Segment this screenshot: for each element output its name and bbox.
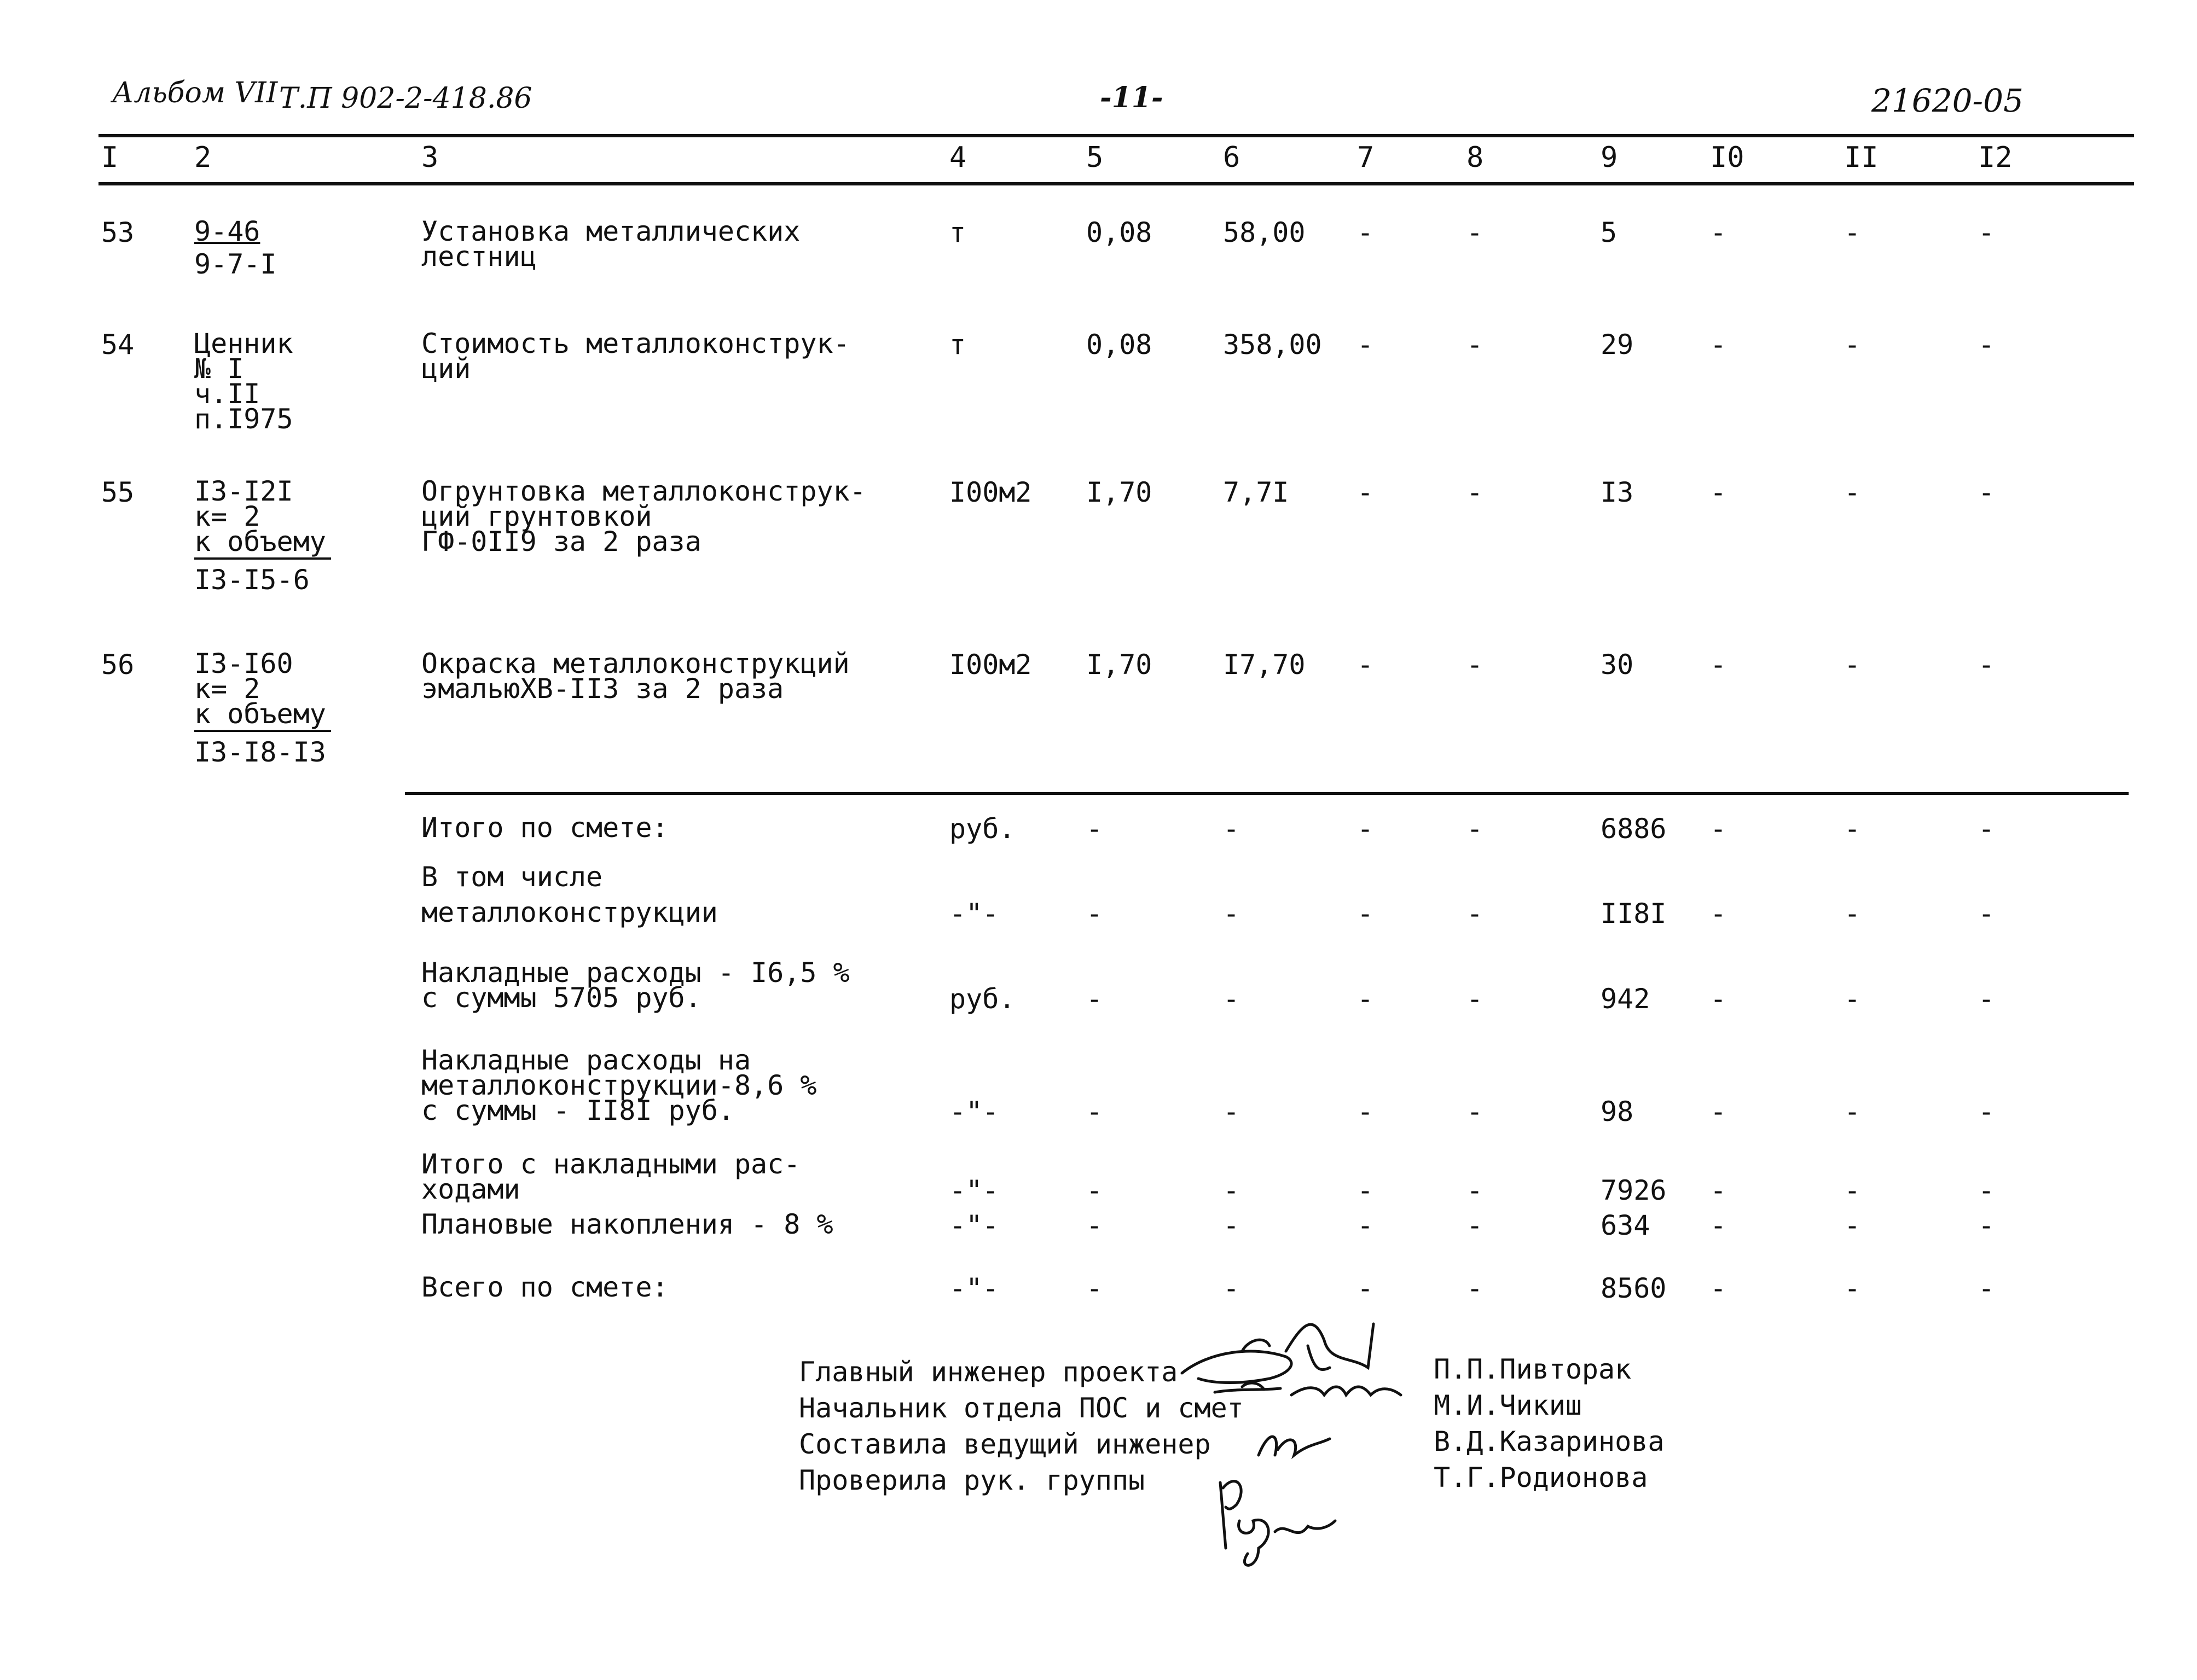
cell-col8: - xyxy=(1466,329,1483,361)
quantity: 0,08 xyxy=(1086,329,1152,361)
unit-price: 58,00 xyxy=(1223,217,1306,248)
column-header-9: 9 xyxy=(1601,141,1618,174)
column-header-4: 4 xyxy=(949,141,967,174)
totals-amount: 634 xyxy=(1601,1210,1650,1241)
rate-code-line: к= 2 xyxy=(194,501,260,532)
total-cost: 5 xyxy=(1601,217,1618,248)
totals-cell-c12: - xyxy=(1978,1175,1995,1206)
signature-name: Т.Г.Родионова xyxy=(1434,1462,1648,1493)
totals-cell-c8: - xyxy=(1466,898,1483,929)
totals-cell-c6: - xyxy=(1223,983,1240,1015)
unit-price: 7,7I xyxy=(1223,476,1289,508)
totals-cell-unit: руб. xyxy=(949,983,1016,1015)
rate-code-line: к= 2 xyxy=(194,673,260,705)
rate-code-line: к объему xyxy=(194,526,326,557)
totals-cell-c11: - xyxy=(1844,1175,1861,1206)
totals-amount: 7926 xyxy=(1601,1175,1667,1206)
rate-code-line: № I xyxy=(194,353,244,385)
totals-cell-c11: - xyxy=(1844,813,1861,845)
cell-col12: - xyxy=(1978,217,1995,248)
cell-col7: - xyxy=(1357,649,1374,681)
totals-cell-c7: - xyxy=(1357,1272,1374,1304)
total-cost: I3 xyxy=(1601,476,1634,508)
row-number: 55 xyxy=(101,476,135,508)
cell-col8: - xyxy=(1466,217,1483,248)
totals-cell-unit: -"- xyxy=(949,898,999,929)
cell-col8: - xyxy=(1466,476,1483,508)
column-header-12: I2 xyxy=(1978,141,2013,174)
item-description: Установка металлических лестниц xyxy=(421,216,801,272)
totals-cell-c6: - xyxy=(1223,1096,1240,1127)
unit-of-measure: т xyxy=(949,329,966,361)
totals-cell-c10: - xyxy=(1710,1096,1727,1127)
totals-amount: II8I xyxy=(1601,898,1667,929)
totals-label: Всего по смете: xyxy=(421,1271,669,1303)
totals-cell-c10: - xyxy=(1710,983,1727,1015)
totals-cell-c5: - xyxy=(1086,1210,1103,1241)
signature-role: Начальник отдела ПОС и смет xyxy=(799,1392,1244,1424)
row-number: 54 xyxy=(101,329,135,361)
totals-cell-unit: -"- xyxy=(949,1210,999,1241)
signature-name: М.И.Чикиш xyxy=(1434,1390,1582,1421)
header-bottom-rule xyxy=(98,182,2134,185)
totals-cell-c12: - xyxy=(1978,983,1995,1015)
cell-col7: - xyxy=(1357,329,1374,361)
quantity: I,70 xyxy=(1086,649,1152,681)
quantity: I,70 xyxy=(1086,476,1152,508)
totals-cell-c12: - xyxy=(1978,1272,1995,1304)
rate-code-line: I3-I5-6 xyxy=(194,564,310,596)
rate-code-line: к объему xyxy=(194,698,326,730)
totals-cell-c6: - xyxy=(1223,1210,1240,1241)
totals-cell-c12: - xyxy=(1978,813,1995,845)
totals-cell-c5: - xyxy=(1086,898,1103,929)
column-header-2: 2 xyxy=(194,141,212,174)
item-description: Окраска металлоконструкций эмальюХВ-II3 за 2 раза xyxy=(421,648,850,705)
project-code: Т.П 902-2-418.86 xyxy=(279,82,532,115)
totals-cell-c10: - xyxy=(1710,813,1727,845)
totals-cell-c8: - xyxy=(1466,983,1483,1015)
item-description: Стоимость металлоконструк- ций xyxy=(421,328,850,385)
column-header-6: 6 xyxy=(1223,141,1240,174)
totals-cell-unit: -"- xyxy=(949,1096,999,1127)
document-number: 21620-05 xyxy=(1871,82,2024,119)
quantity: 0,08 xyxy=(1086,217,1152,248)
totals-label: Итого с накладными рас- ходами xyxy=(421,1148,801,1205)
totals-cell-c10: - xyxy=(1710,1272,1727,1304)
cell-col7: - xyxy=(1357,217,1374,248)
totals-cell-c7: - xyxy=(1357,813,1374,845)
cell-col12: - xyxy=(1978,329,1995,361)
column-header-7: 7 xyxy=(1357,141,1375,174)
column-header-10: I0 xyxy=(1710,141,1744,174)
cell-col12: - xyxy=(1978,649,1995,681)
totals-cell-c12: - xyxy=(1978,1210,1995,1241)
rate-code-line: 9-46 xyxy=(194,216,260,247)
totals-amount: 6886 xyxy=(1601,813,1667,845)
totals-cell-c8: - xyxy=(1466,1096,1483,1127)
row-number: 56 xyxy=(101,649,135,681)
totals-cell-c11: - xyxy=(1844,1096,1861,1127)
totals-amount: 98 xyxy=(1601,1096,1634,1127)
cell-col11: - xyxy=(1844,649,1861,681)
cell-col10: - xyxy=(1710,476,1727,508)
totals-cell-c6: - xyxy=(1223,898,1240,929)
totals-cell-c5: - xyxy=(1086,813,1103,845)
totals-label: В том числе xyxy=(421,861,603,893)
unit-price: 358,00 xyxy=(1223,329,1322,361)
totals-cell-c10: - xyxy=(1710,1175,1727,1206)
totals-cell-c8: - xyxy=(1466,1210,1483,1241)
totals-cell-c6: - xyxy=(1223,1175,1240,1206)
album-label: Альбом VII xyxy=(112,77,278,109)
totals-cell-c11: - xyxy=(1844,898,1861,929)
totals-cell-c7: - xyxy=(1357,1210,1374,1241)
totals-cell-c8: - xyxy=(1466,1272,1483,1304)
signature-role: Главный инженер проекта xyxy=(799,1356,1178,1388)
totals-label: металлоконструкции xyxy=(421,897,718,928)
totals-cell-c10: - xyxy=(1710,898,1727,929)
totals-cell-c5: - xyxy=(1086,1175,1103,1206)
code-divider-line xyxy=(194,730,331,732)
total-cost: 30 xyxy=(1601,649,1634,681)
rate-code-line: Ценник xyxy=(194,328,293,359)
signature-role: Составила ведущий инженер xyxy=(799,1428,1211,1460)
totals-cell-c8: - xyxy=(1466,1175,1483,1206)
totals-cell-c11: - xyxy=(1844,1210,1861,1241)
totals-cell-c11: - xyxy=(1844,1272,1861,1304)
rate-code-line: п.I975 xyxy=(194,403,293,435)
unit-of-measure: т xyxy=(949,217,966,248)
header-top-rule xyxy=(98,134,2134,137)
totals-separator xyxy=(405,792,2129,795)
rate-code-line: I3-I2I xyxy=(194,475,293,507)
totals-cell-c7: - xyxy=(1357,898,1374,929)
totals-cell-c6: - xyxy=(1223,1272,1240,1304)
handwritten-signatures xyxy=(1176,1291,1439,1576)
totals-cell-c8: - xyxy=(1466,813,1483,845)
page-number: -11- xyxy=(1100,81,1163,114)
column-header-1: I xyxy=(101,141,119,174)
cell-col11: - xyxy=(1844,329,1861,361)
cell-col12: - xyxy=(1978,476,1995,508)
totals-cell-c7: - xyxy=(1357,1175,1374,1206)
signature-name: В.Д.Казаринова xyxy=(1434,1426,1665,1457)
code-divider-line xyxy=(194,557,331,560)
row-number: 53 xyxy=(101,217,135,248)
totals-cell-c7: - xyxy=(1357,1096,1374,1127)
totals-cell-c12: - xyxy=(1978,1096,1995,1127)
unit-of-measure: I00м2 xyxy=(949,649,1032,681)
signature-name: П.П.Пивторак xyxy=(1434,1353,1632,1385)
totals-cell-unit: -"- xyxy=(949,1272,999,1304)
total-cost: 29 xyxy=(1601,329,1634,361)
unit-price: I7,70 xyxy=(1223,649,1306,681)
totals-cell-c6: - xyxy=(1223,813,1240,845)
rate-code-line: I3-I60 xyxy=(194,648,293,679)
totals-cell-c11: - xyxy=(1844,983,1861,1015)
totals-cell-unit: -"- xyxy=(949,1175,999,1206)
column-header-11: II xyxy=(1844,141,1879,174)
totals-label: Плановые накопления - 8 % xyxy=(421,1208,833,1240)
cell-col11: - xyxy=(1844,476,1861,508)
cell-col10: - xyxy=(1710,329,1727,361)
totals-cell-unit: руб. xyxy=(949,813,1016,845)
column-header-8: 8 xyxy=(1466,141,1484,174)
totals-cell-c7: - xyxy=(1357,983,1374,1015)
signature-role: Проверила рук. группы xyxy=(799,1464,1145,1496)
unit-of-measure: I00м2 xyxy=(949,476,1032,508)
totals-amount: 942 xyxy=(1601,983,1650,1015)
rate-code-line: I3-I8-I3 xyxy=(194,736,326,768)
totals-label: Накладные расходы на металлоконструкции-8,6 % с суммы - II8I руб. xyxy=(421,1044,817,1126)
totals-cell-c10: - xyxy=(1710,1210,1727,1241)
rate-code-line: ч.II xyxy=(194,378,260,410)
cell-col8: - xyxy=(1466,649,1483,681)
totals-cell-c5: - xyxy=(1086,1096,1103,1127)
totals-amount: 8560 xyxy=(1601,1272,1667,1304)
column-header-5: 5 xyxy=(1086,141,1104,174)
cell-col7: - xyxy=(1357,476,1374,508)
totals-cell-c5: - xyxy=(1086,983,1103,1015)
cell-col11: - xyxy=(1844,217,1861,248)
totals-label: Накладные расходы - I6,5 % с суммы 5705 руб. xyxy=(421,957,850,1014)
rate-code-line: 9-7-I xyxy=(194,248,277,280)
totals-label: Итого по смете: xyxy=(421,812,669,844)
totals-cell-c5: - xyxy=(1086,1272,1103,1304)
column-header-3: 3 xyxy=(421,141,439,174)
signature-names xyxy=(1434,1351,1664,1496)
cell-col10: - xyxy=(1710,217,1727,248)
totals-cell-c12: - xyxy=(1978,898,1995,929)
cell-col10: - xyxy=(1710,649,1727,681)
item-description: Огрунтовка металлоконструк- ций грунтовкой ГФ-0II9 за 2 раза xyxy=(421,475,866,557)
